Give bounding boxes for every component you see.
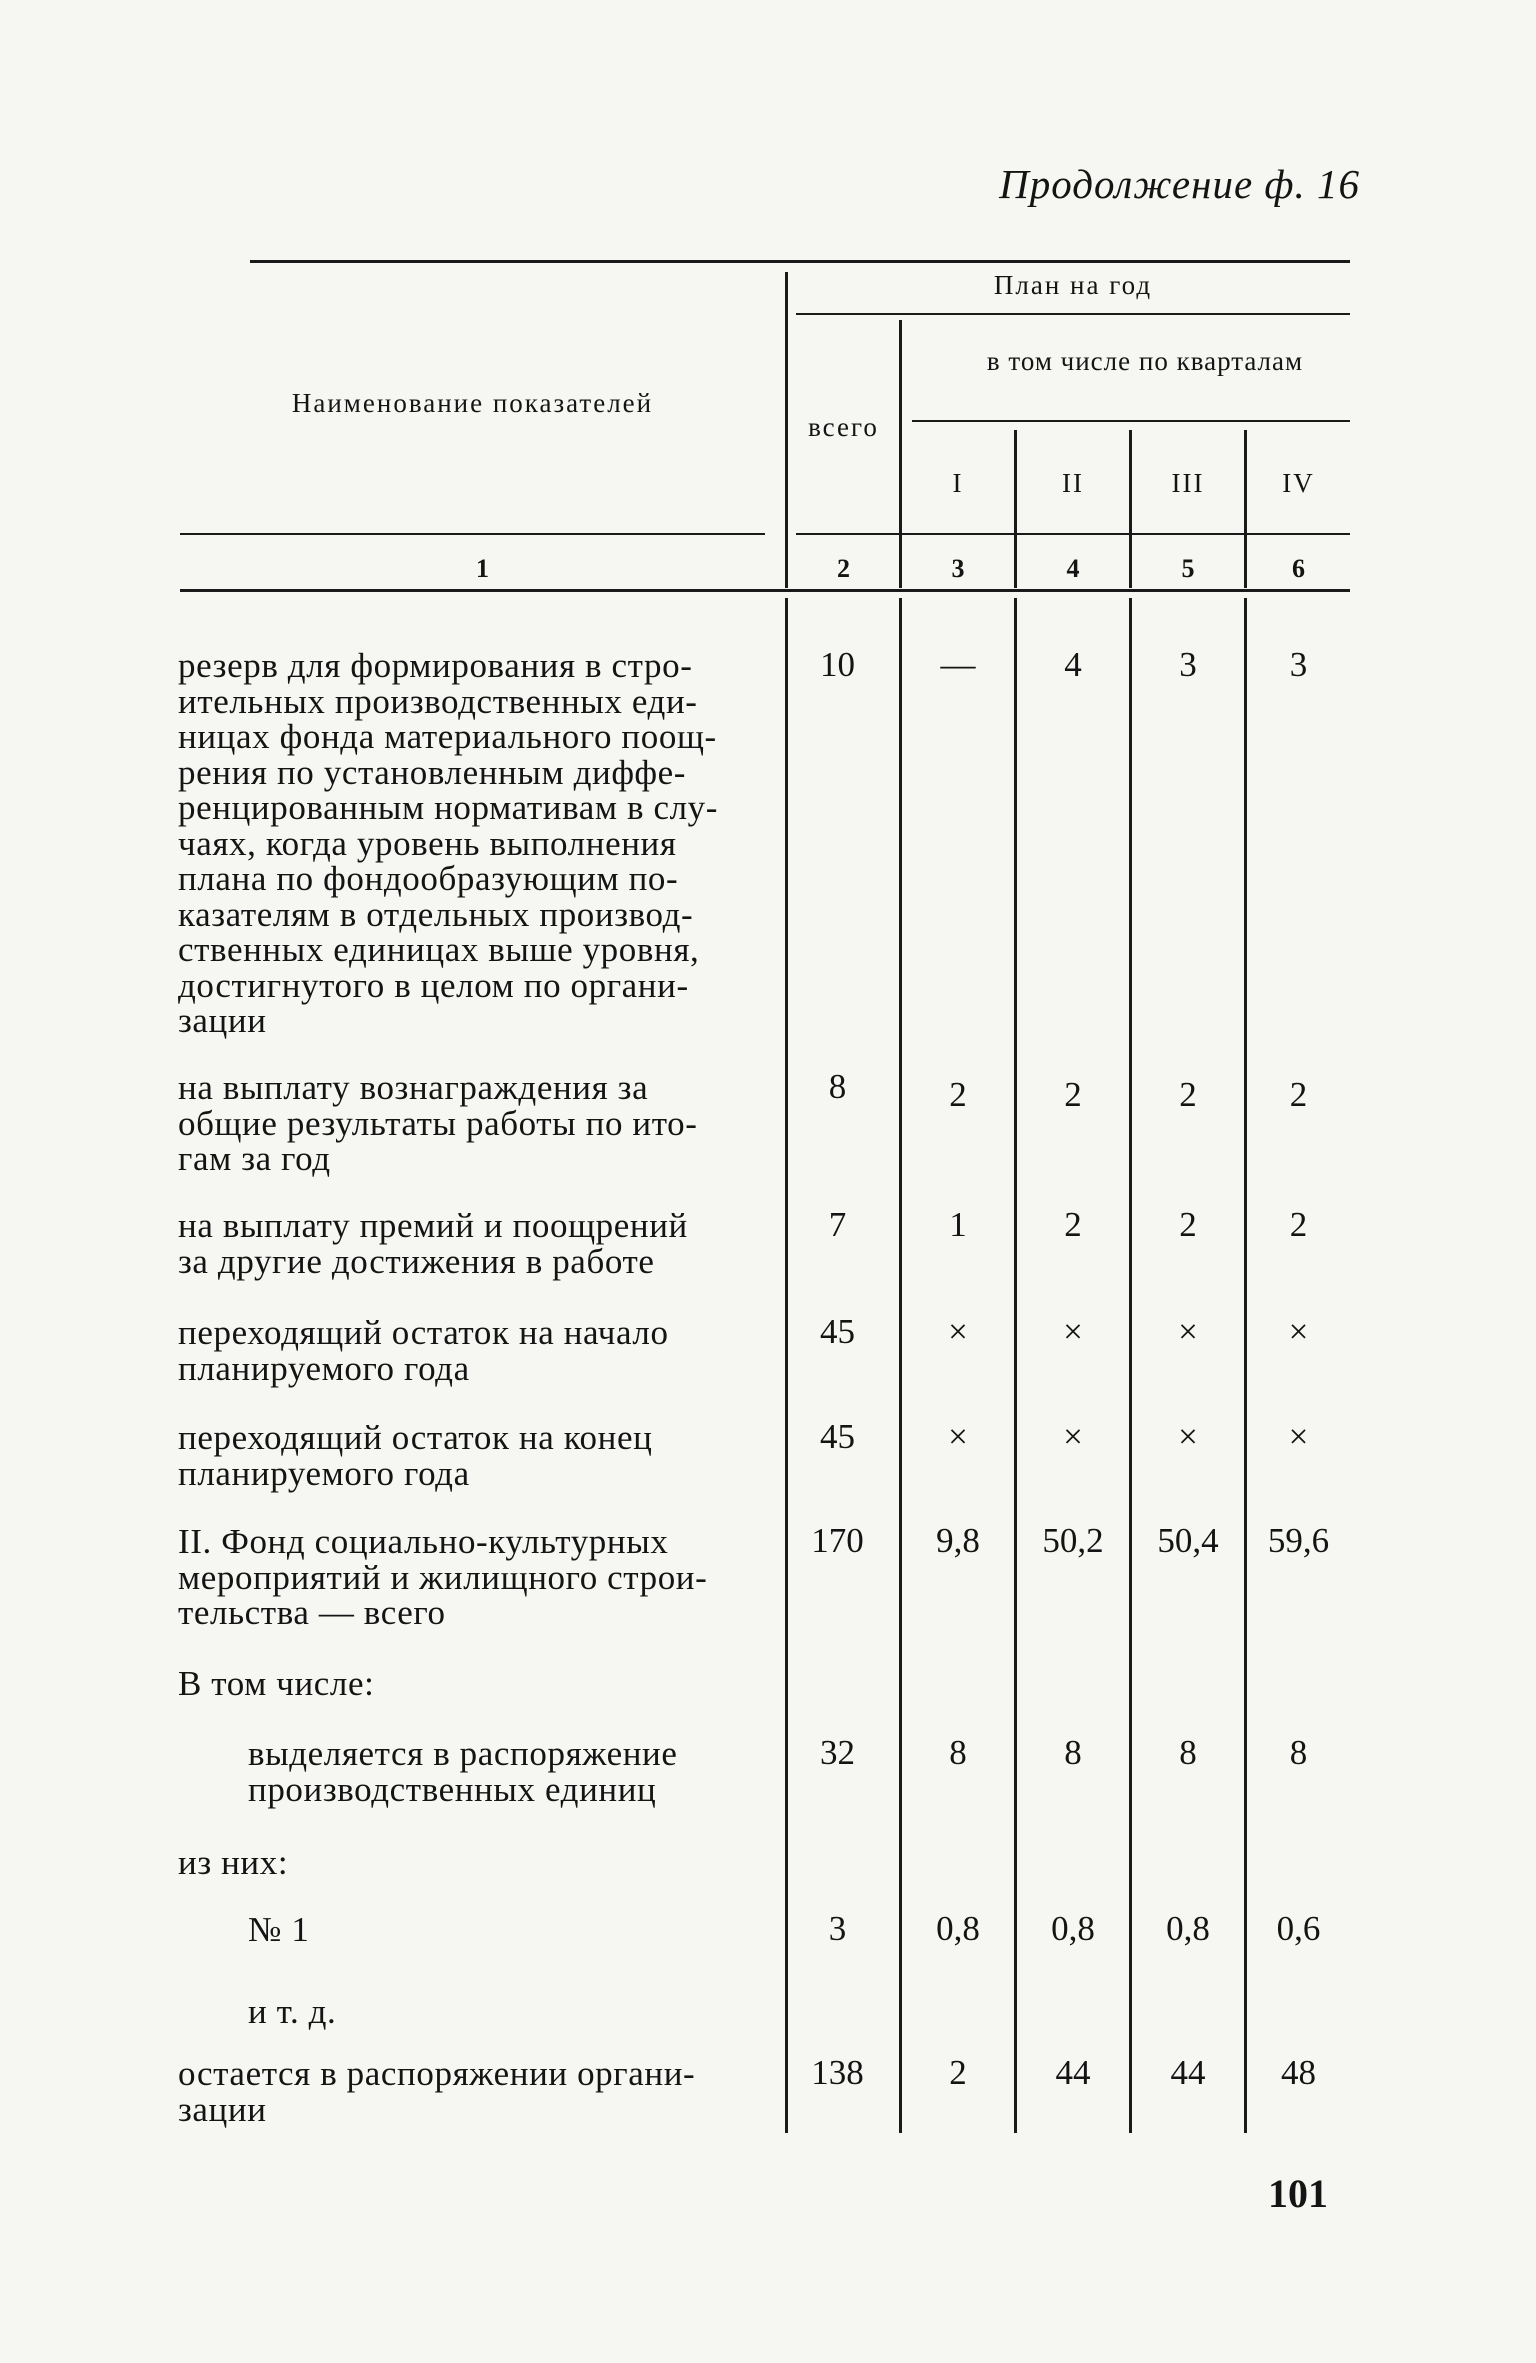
table-cell-col2: 8	[828, 1067, 847, 1106]
table-cell-col6: 3	[1289, 645, 1308, 684]
table-cell-col4: 2	[1064, 1205, 1082, 1244]
column-number-2: 2	[837, 554, 850, 583]
col-divider-4-body	[1129, 598, 1132, 2133]
table-cell-col5: 2	[1179, 1205, 1197, 1244]
table-cell-col5: 50,4	[1157, 1521, 1219, 1560]
table-cell-col2: 45	[820, 1312, 855, 1351]
row-label-line: чаях, когда уровень выполнения	[178, 823, 677, 863]
row-label-line: на выплату премий и поощрений	[178, 1206, 688, 1245]
row-label-line: ственных единицах выше уровня,	[178, 930, 700, 969]
table-top-rule	[250, 260, 1350, 263]
row-label-line: за другие достижения в работе	[178, 1241, 655, 1281]
table-cell-col6: 2	[1289, 1205, 1308, 1244]
col-divider-3-body	[1014, 598, 1017, 2133]
table-cell-col6: ×	[1288, 1312, 1309, 1351]
table-cell-col6: 48	[1281, 2053, 1316, 2092]
row-label	[178, 648, 770, 1039]
row-label	[248, 1736, 770, 1807]
header-quarters-caption: в том числе по кварталам	[986, 346, 1304, 376]
table-cell-col6: 59,6	[1267, 1521, 1330, 1560]
row-label-line: планируемого года	[178, 1348, 470, 1388]
table-cell-col3: 2	[949, 1075, 967, 1114]
row-label-line: зации	[178, 1001, 267, 1040]
row-label	[178, 1420, 770, 1491]
table-cell-col5: 44	[1170, 2053, 1206, 2092]
table-cell-col2: 45	[820, 1417, 855, 1456]
row-label	[178, 1070, 770, 1177]
row-label-line: ницах фонда материального поощ-	[178, 717, 717, 756]
row-label-line: II. Фонд социально-культурных	[178, 1522, 669, 1561]
page-number: 101	[1268, 2171, 1328, 2216]
row-label-line: зации	[178, 2089, 267, 2129]
row-label-line: переходящий остаток на начало	[178, 1313, 669, 1352]
plan-year-rule	[796, 313, 1350, 315]
row-label	[178, 1315, 770, 1386]
table-cell-col2: 170	[811, 1521, 864, 1560]
column-number-1: 1	[476, 554, 489, 583]
header-bottom-rule-values	[796, 533, 1350, 535]
table-cell-col6: 2	[1289, 1075, 1308, 1114]
table-cell-col3: ×	[948, 1417, 968, 1456]
row-label-line: № 1	[248, 1910, 310, 1949]
table-cell-col4: 4	[1064, 645, 1082, 684]
table-cell-col5: ×	[1178, 1417, 1198, 1456]
table-cell-col4: 0,8	[1051, 1909, 1095, 1948]
table-cell-col4: ×	[1063, 1417, 1083, 1456]
header-bottom-rule-name	[180, 533, 765, 535]
table-cell-col3: ×	[948, 1312, 968, 1351]
table-cell-col3: 1	[949, 1205, 967, 1244]
row-label-line: ренцированным нормативам в слу-	[178, 788, 718, 827]
row-label-line: из них:	[178, 1843, 289, 1882]
row-label-line: казателям в отдельных производ-	[178, 894, 694, 934]
row-label-line: достигнутого в целом по органи-	[178, 965, 689, 1005]
table-cell-col3: 8	[949, 1733, 967, 1772]
header-quarter-3: III	[1171, 468, 1205, 498]
row-label-line: и т. д.	[248, 1992, 337, 2031]
row-label-line: на выплату вознаграждения за	[178, 1068, 649, 1107]
column-number-4: 4	[1066, 554, 1080, 583]
table-cell-col5: 8	[1179, 1733, 1197, 1772]
table-cell-col4: 50,2	[1042, 1521, 1104, 1560]
header-quarter-4: IV	[1282, 468, 1315, 498]
table-cell-col4: 44	[1055, 2053, 1091, 2092]
row-label	[178, 2056, 770, 2127]
col-divider-2-header	[899, 320, 902, 588]
row-label-line: планируемого года	[178, 1453, 470, 1493]
header-quarter-1: I	[952, 468, 964, 498]
row-label-line: гам за год	[178, 1139, 331, 1178]
table-cell-col2: 3	[828, 1909, 847, 1948]
row-label-line: остается в распоряжении органи-	[178, 2054, 696, 2093]
table-cell-col5: 3	[1179, 645, 1197, 684]
table-cell-col3: 9,8	[936, 1521, 980, 1560]
row-label	[178, 1845, 770, 1881]
table-cell-col3: 2	[949, 2053, 967, 2092]
table-cell-col5: ×	[1178, 1312, 1198, 1351]
row-label-line: выделяется в распоряжение	[248, 1734, 678, 1773]
table-cell-col2: 32	[820, 1733, 855, 1772]
header-plan-year: План на год	[993, 270, 1153, 300]
row-label-line: рения по установленным диффе-	[178, 752, 687, 792]
row-label	[248, 1994, 770, 2030]
row-label	[178, 1208, 770, 1279]
table-cell-col2: 7	[828, 1205, 847, 1244]
table-cell-col4: ×	[1063, 1312, 1083, 1351]
table-cell-col4: 2	[1064, 1075, 1082, 1114]
row-label-line: В том числе:	[178, 1664, 375, 1703]
row-label-line: общие результаты работы по ито-	[178, 1103, 698, 1143]
header-total: всего	[808, 412, 879, 442]
table-cell-col5: 0,8	[1166, 1909, 1210, 1948]
row-label	[178, 1524, 770, 1631]
row-label-line: переходящий остаток на конец	[178, 1418, 653, 1457]
row-label-line: плана по фондообразующим по-	[178, 859, 679, 898]
row-label-line: тельства — всего	[178, 1593, 446, 1632]
table-cell-col2: 138	[811, 2053, 864, 2092]
table-cell-col5: 2	[1179, 1075, 1197, 1114]
table-cell-col6: 0,6	[1276, 1909, 1321, 1948]
row-label	[178, 1666, 770, 1702]
table-cell-col3: 0,8	[936, 1909, 980, 1948]
column-number-3: 3	[951, 554, 965, 583]
continuation-caption: Продолжение ф. 16	[999, 161, 1360, 207]
header-name-column: Наименование показателей	[291, 388, 654, 418]
col-divider-2-body	[899, 598, 902, 2133]
row-label-line: резерв для формирования в стро-	[178, 646, 693, 685]
quarters-rule	[912, 420, 1350, 422]
table-cell-col6: ×	[1288, 1417, 1309, 1456]
row-label-line: производственных единиц	[248, 1769, 657, 1809]
table-cell-col6: 8	[1289, 1733, 1308, 1772]
table-cell-col2: 10	[820, 645, 855, 684]
row-label-line: ительных производственных еди-	[178, 681, 698, 721]
col-divider-5-body	[1244, 598, 1247, 2133]
row-label	[248, 1912, 770, 1948]
row-label-line: мероприятий и жилищного строи-	[178, 1557, 708, 1597]
column-number-6: 6	[1292, 554, 1305, 583]
column-numbers-rule	[180, 589, 1350, 592]
header-quarter-2: II	[1062, 468, 1084, 498]
table-cell-col4: 8	[1064, 1733, 1082, 1772]
column-number-5: 5	[1181, 554, 1195, 583]
table-cell-col3: —	[940, 645, 976, 684]
col-divider-1-body	[785, 598, 788, 2133]
